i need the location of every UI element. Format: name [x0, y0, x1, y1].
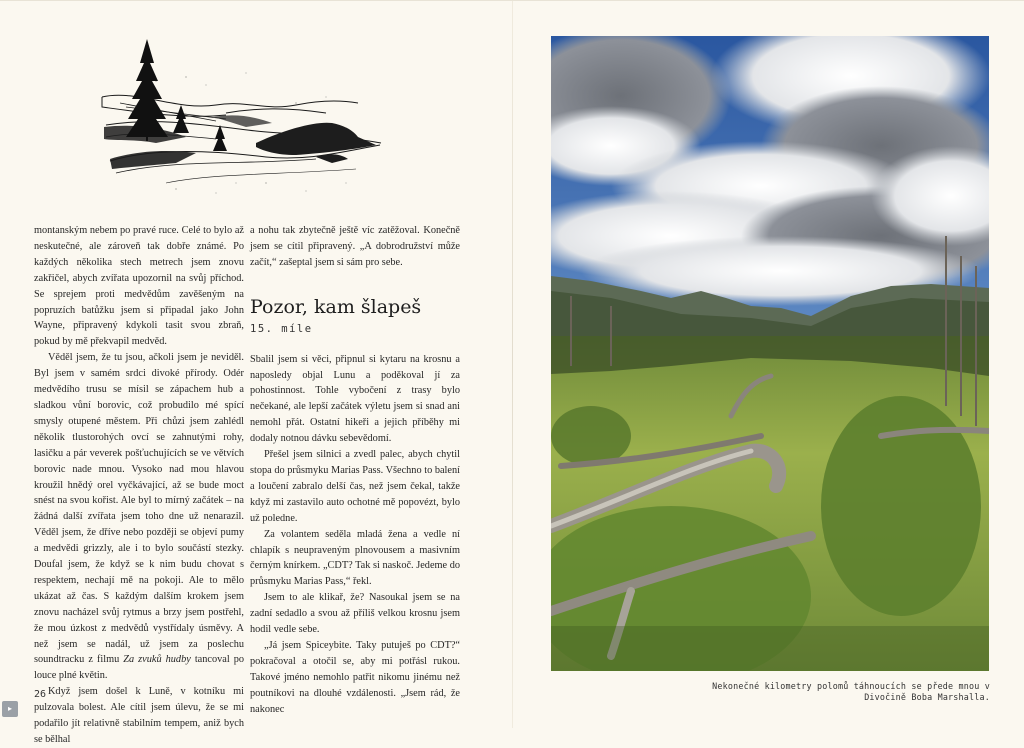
- landscape-photograph: [551, 36, 989, 671]
- paragraph: a nohu tak zbytečně ještě víc zatěžoval. Konečně jsem se cítil připravený. „A dobrodružství může začít,“ zašeptal jsem si sám pro sebe.: [250, 225, 460, 268]
- paragraph-text: tancoval po louce plné květin.: [34, 654, 245, 682]
- paragraph: Jsem to ale klikař, že? Nasoukal jsem se na zadní sedadlo a svou až příliš velkou krosnu jsem hodil vedle sebe.: [250, 592, 460, 636]
- paragraph: Za volantem seděla mladá žena a vedle ní chlapík s neupraveným plnovousem a masivním černým knírkem. „CDT? Tak si naskoč. Jedeme do průsmyku Marias Pass,“ řekl.: [250, 528, 460, 588]
- paragraph-text: Věděl jsem, že tu jsou, ačkoli jsem je neviděl. Byl jsem v samém srdci divoké přírody. Odér medvědího trusu se mísil se zápachem hub a sladkou vůní borovic, což probudilo mé spící smysly otupené městem. Při chůzi jsem zahlédl několik tlustorohých ovcí se zahnutými rohy, lasičku a pár veverek pošťuchujících se ve větvích borovic nade mnou. Vysoko nad mou hlavou kroužil hnědý orel vyčkávající, až se bude moct snést na svou kořist. Ale byl to mírný začátek – na žádná další zvířata jsem toho dne už nenarazil. Věděl jsem, že dříve nebo později se objeví pumy a medvědi grizzly, ale i to bylo součástí stezky. Doufal jsem, že když se k nim budu chovat s respektem, nechají mě na pokoji. Ale to mělo ukázat až čas. S každým dalším krokem jsem znovu nacházel svůj rytmus a brzy jsem postřehl, že mou úzkost z medvědů vystřídaly úsměvy. A než jsem se nadál, už jsem za poslechu soundtracku z filmu: [34, 352, 244, 666]
- page-number: 26: [34, 689, 47, 700]
- paragraph: [34, 350, 244, 684]
- paragraph: „Já jsem Spiceybite. Taky putuješ po CDT?“ pokračoval a otočil se, aby mi potřásl rukou. Takové jméno nemohlo patřit nikomu jinému než poutníkovi na dlouhé vzdálenosti. „Jsem rád, že nakonec: [250, 639, 460, 715]
- viewer-corner-icon[interactable]: ▸: [2, 701, 18, 717]
- landscape-sketch-illustration: [96, 33, 386, 205]
- section-subheading: 15. míle: [250, 322, 313, 335]
- page-gutter: [512, 1, 513, 728]
- photo-caption: Nekonečné kilometry polomů táhnoucích se přede mnou v Divočině Boba Marshalla.: [712, 681, 990, 702]
- section-heading: Pozor, kam šlapeš: [250, 295, 422, 318]
- text-column-right: [250, 223, 460, 717]
- paragraph: Přešel jsem silnici a zvedl palec, abych chytil stopa do průsmyku Marias Pass. Všechno to balení a loučení zabralo delší čas, než jsem čekal, takže když mi zastavilo auto ochotné mě popovézt, bylo už poledne.: [250, 449, 460, 524]
- paragraph: Sbalil jsem si věci, připnul si kytaru na krosnu a naposledy objal Lunu a poděkoval jí za pohostinnost. Tohle vybočení z trasy bylo nečekané, ale lepší začátek výletu jsem si snad ani nemohl přát. Ostatní hikeři a jejich příběhy mi dodaly notnou dávku sebevědomí.: [250, 353, 460, 445]
- paragraph: Když jsem došel k Luně, v kotníku mi pulzovala bolest. Ale cítil jsem úlevu, že se mi podařilo jít relativně stabilním tempem, aniž bych se bělhal: [34, 686, 244, 745]
- film-title: Za zvuků hudby: [123, 654, 191, 666]
- text-column-left: [34, 223, 244, 748]
- paragraph: montanským nebem po pravé ruce. Celé to bylo až neskutečné, ale zároveň tak dobře známé. Po každých několika stech metrech jsem znovu zakřičel, abych zvířata upozornil na svůj příchod. Se sprejem proti medvědům zavěšeným na popruzích batůžku jsem si připadal jako John Wayne, připravený kdykoli tasit svou zbraň, pokud by mě překvapil medvěd.: [34, 225, 244, 348]
